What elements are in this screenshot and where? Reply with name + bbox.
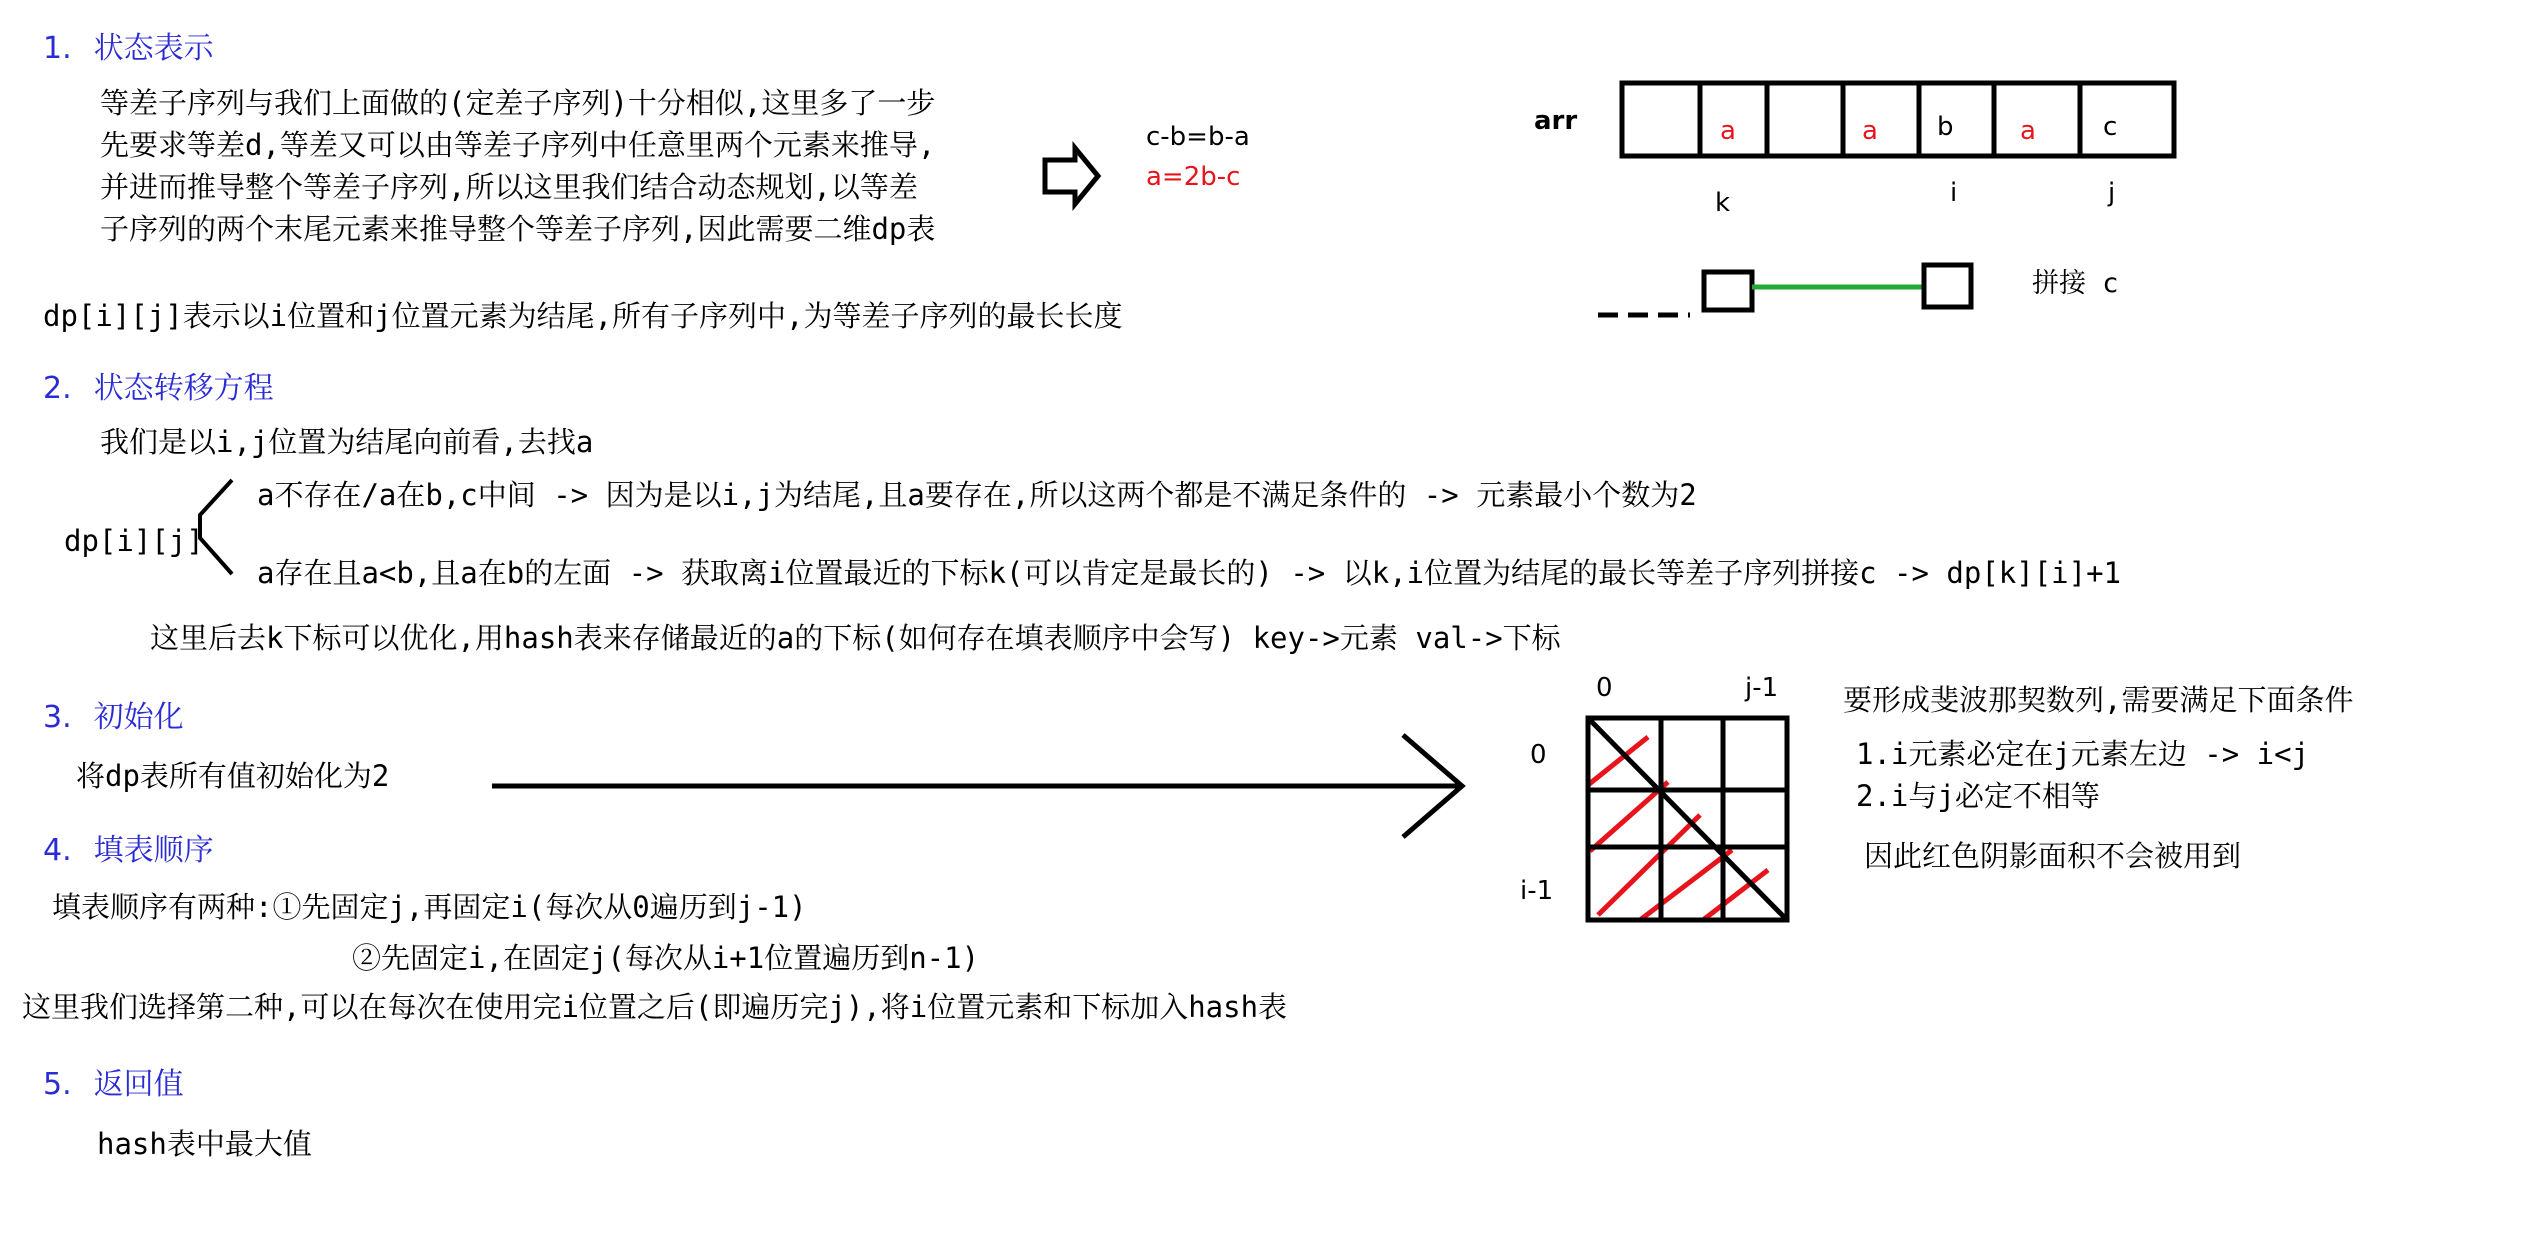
section-4-heading: [43, 833, 214, 868]
formula-difference: c-b=b-a: [1146, 122, 1250, 152]
section-1-number: 1.: [43, 31, 72, 66]
hollow-arrow-icon: [1045, 148, 1098, 204]
section-2-intro: 我们是以i,j位置为结尾向前看,去找a: [100, 425, 594, 459]
paragraph-line: 并进而推导整个等差子序列,所以这里我们结合动态规划,以等差: [100, 170, 918, 204]
grid-col-start: 0: [1596, 673, 1613, 703]
formula-a: a=2b-c: [1146, 162, 1241, 192]
arr-index-i: i: [1950, 178, 1958, 208]
condition-1: 1.i元素必定在j元素左边 -> i<j: [1856, 737, 2310, 771]
arr-cell-label: b: [1937, 112, 1954, 142]
grid-conclusion: 因此红色阴影面积不会被用到: [1864, 839, 2242, 873]
fill-order-line-1: 填表顺序有两种:①先固定j,再固定i(每次从0遍历到j-1): [52, 890, 807, 924]
condition-2: 2.i与j必定不相等: [1856, 779, 2100, 813]
section-2-title: 状态转移方程: [93, 371, 274, 406]
grid-col-end: j-1: [1745, 673, 1779, 703]
section-5-number: 5.: [43, 1067, 72, 1102]
section-3-number: 3.: [43, 700, 72, 735]
section-1-title: 状态表示: [93, 31, 214, 66]
paragraph-line: 先要求等差d,等差又可以由等差子序列中任意里两个元素来推导,: [100, 128, 936, 162]
dp-grid: [1588, 718, 1787, 920]
dp-definition: dp[i][j]表示以i位置和j位置元素为结尾,所有子序列中,为等差子序列的最长长度: [43, 299, 1123, 333]
long-arrow: [492, 735, 1462, 837]
case-brace: [200, 480, 232, 574]
arr-cells: [1622, 83, 2174, 156]
arr-index-k: k: [1715, 188, 1731, 218]
transition-case-2: a存在且a<b,且a在b的左面 -> 获取离i位置最近的下标k(可以肯定是最长的) -> 以k,i位置为结尾的最长等差子序列拼接c -> dp[k][i]+1: [257, 556, 2122, 590]
arr-index-j: j: [2108, 178, 2116, 208]
arr-cell-label: c: [2103, 112, 2118, 142]
section-3-title: 初始化: [93, 700, 184, 735]
dp-label: dp[i][j]: [64, 524, 204, 558]
grid-row-start: 0: [1530, 740, 1547, 770]
section-2-number: 2.: [43, 371, 72, 406]
section-1-heading: [43, 31, 214, 66]
splice-label: 拼接 c: [2032, 268, 2119, 299]
grid-row-end: i-1: [1520, 876, 1554, 906]
arr-cell-label: a: [2020, 116, 2036, 146]
init-text: 将dp表所有值初始化为2: [76, 759, 390, 793]
fill-order-line-2: ②先固定i,在固定j(每次从i+1位置遍历到n-1): [352, 941, 980, 975]
section-1-paragraph: [100, 82, 935, 250]
section-4-title: 填表顺序: [93, 833, 214, 868]
hash-optimization-note: 这里后去k下标可以优化,用hash表来存储最近的a的下标(如何存在填表顺序中会写) key->元素 val->下标: [150, 621, 1561, 655]
transition-case-1: a不存在/a在b,c中间 -> 因为是以i,j为结尾,且a要存在,所以这两个都是不满足条件的 -> 元素最小个数为2: [257, 478, 1697, 512]
paragraph-line: 子序列的两个末尾元素来推导整个等差子序列,因此需要二维dp表: [100, 212, 936, 246]
paragraph-line: 等差子序列与我们上面做的(定差子序列)十分相似,这里多了一步: [100, 86, 936, 120]
section-2-heading: [43, 371, 274, 406]
arr-cell-label: a: [1862, 116, 1878, 146]
section-4-number: 4.: [43, 833, 72, 868]
splice-illustration: [1598, 265, 1971, 315]
fill-order-line-3: 这里我们选择第二种,可以在每次在使用完i位置之后(即遍历完j),将i位置元素和下标加入hash表: [22, 990, 1288, 1024]
arr-label: arr: [1534, 106, 1578, 136]
conditions-title: 要形成斐波那契数列,需要满足下面条件: [1843, 683, 2354, 717]
section-5-title: 返回值: [93, 1067, 184, 1102]
section-5-heading: [43, 1067, 184, 1102]
arr-cell-label: a: [1720, 116, 1736, 146]
section-3-heading: [43, 700, 184, 735]
return-value-text: hash表中最大值: [97, 1127, 312, 1161]
